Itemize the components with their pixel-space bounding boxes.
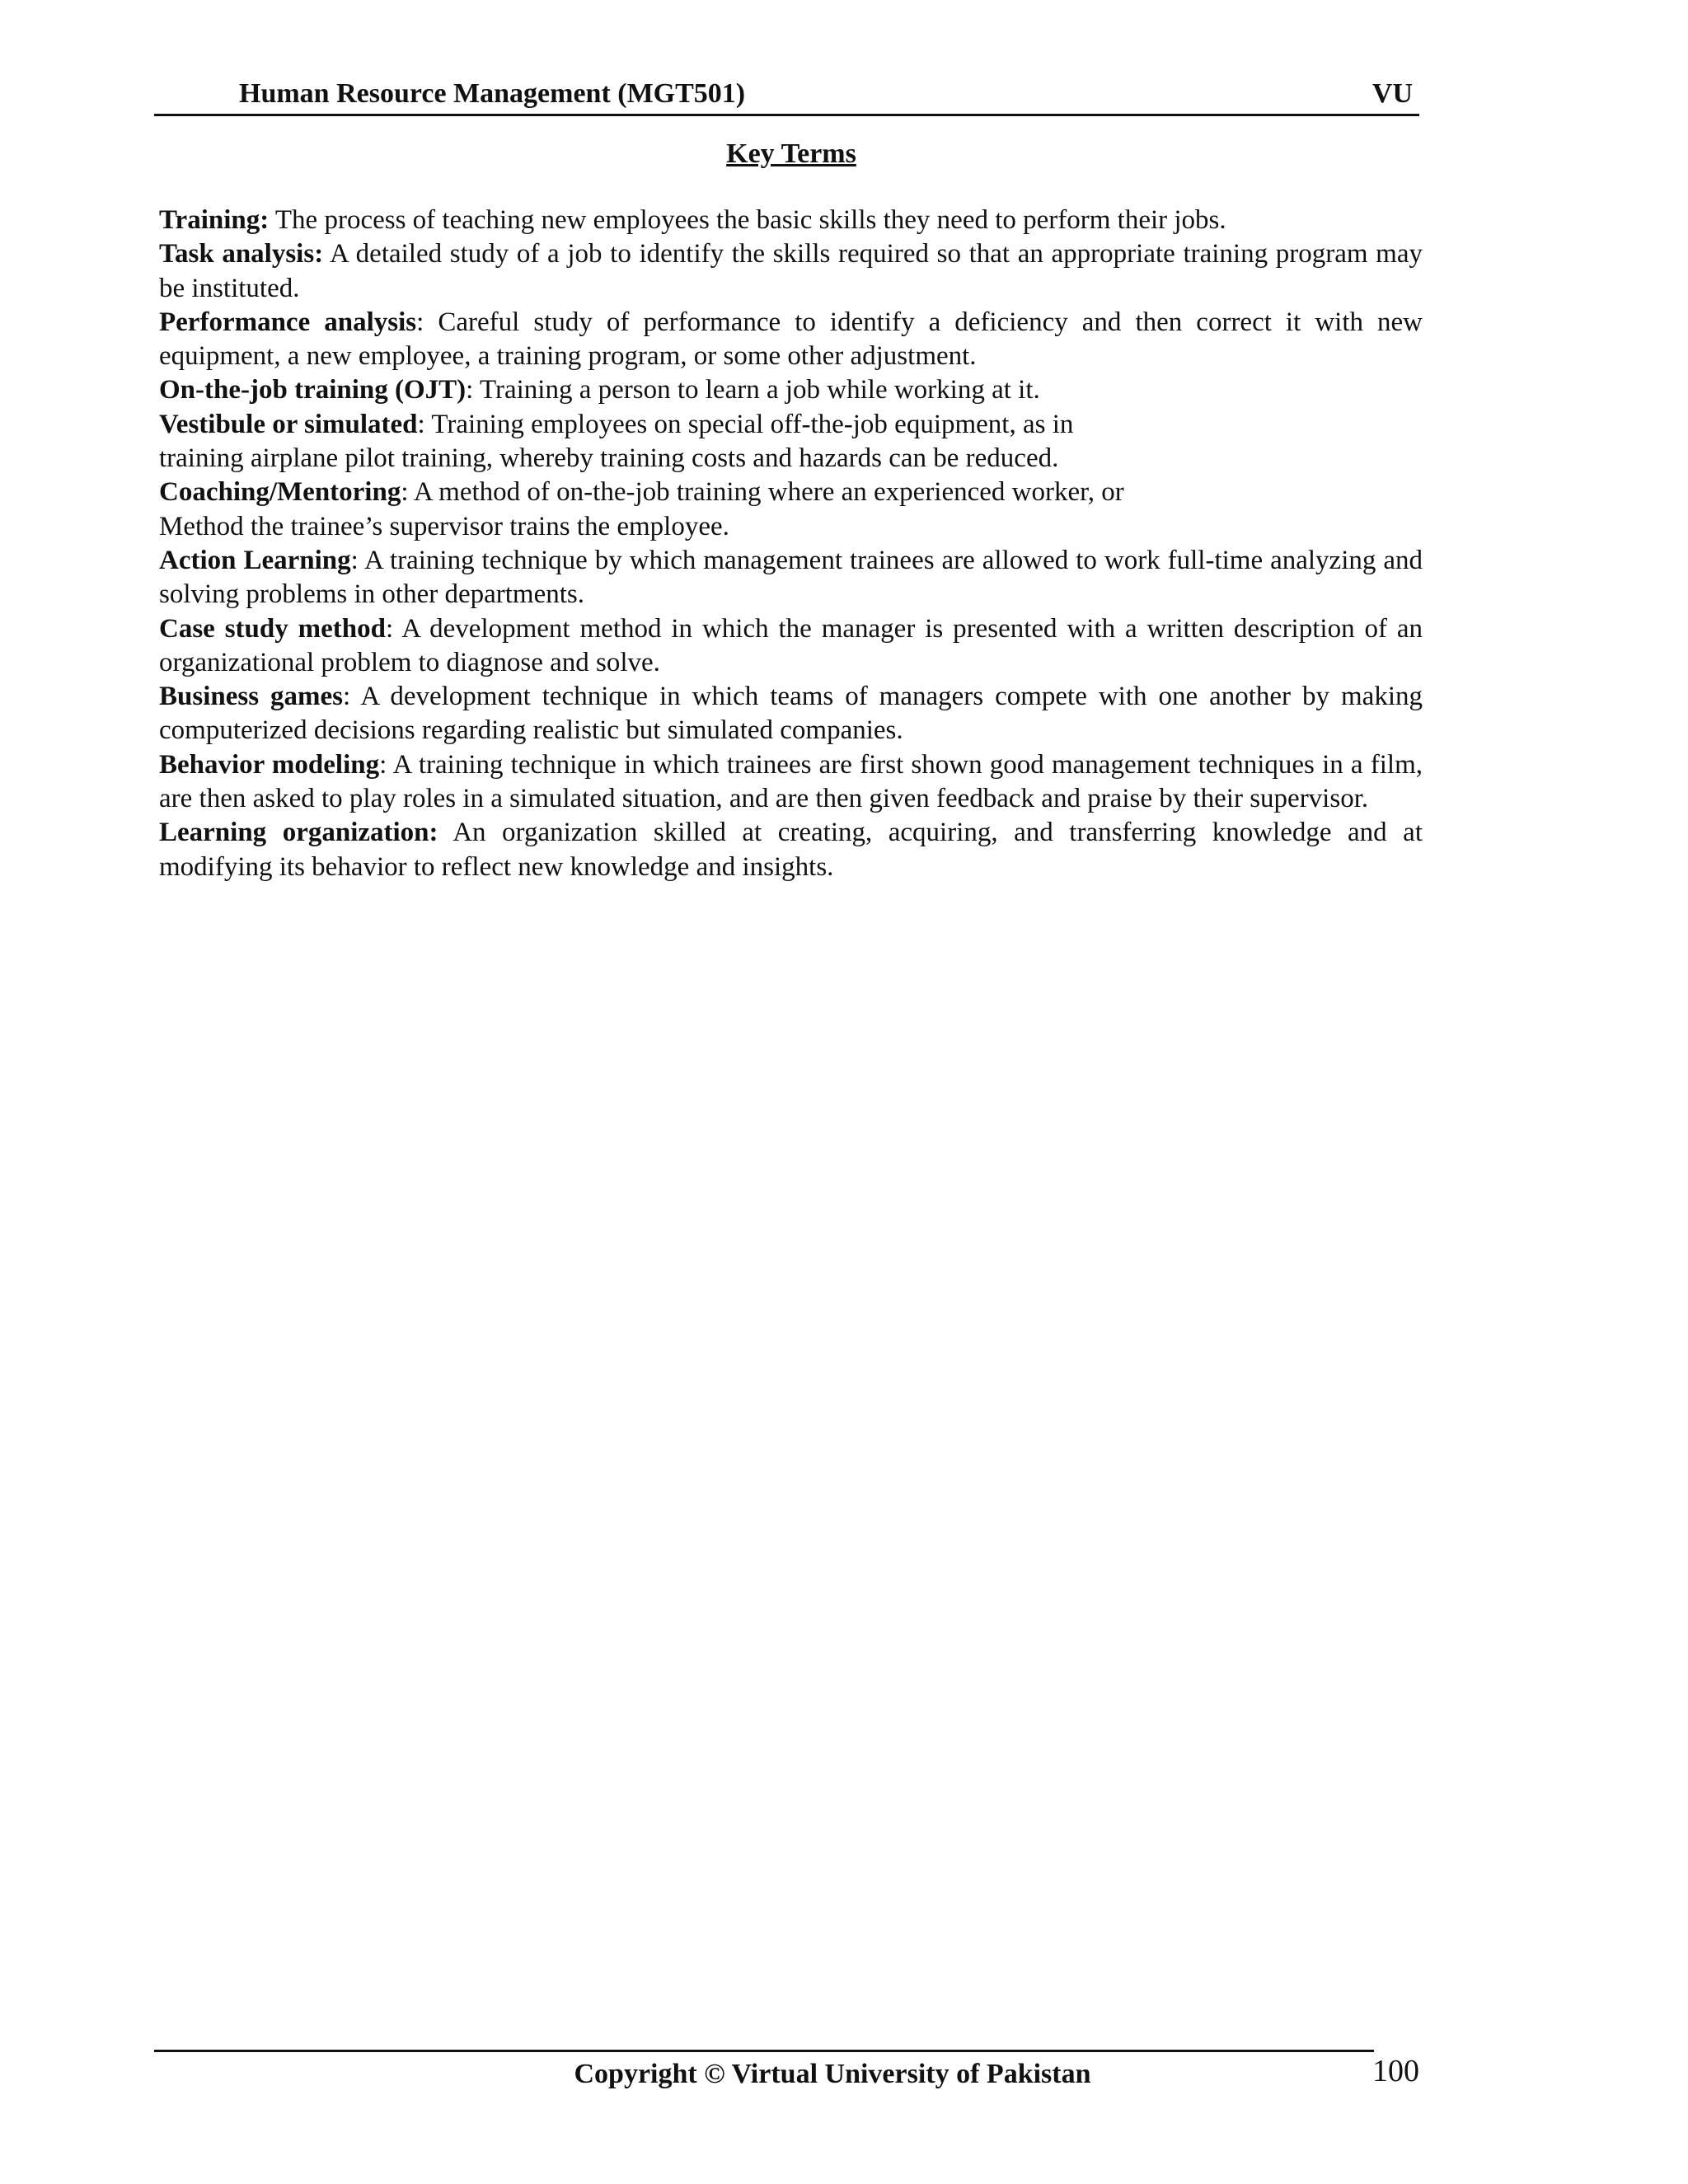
term-definition-continuation: Method the trainee’s supervisor trains the employee. [159, 511, 729, 541]
term-name: Task analysis: [159, 239, 324, 269]
key-terms-list [159, 204, 1423, 884]
institution-abbreviation: VU [1372, 78, 1413, 109]
term-definition: The process of teaching new employees the basic skills they need to perform their jobs. [269, 205, 1226, 235]
term-item [159, 237, 1423, 306]
term-item [159, 748, 1423, 817]
term-name: Action Learning [159, 545, 351, 575]
term-definition: An organization skilled at creating, acquiring, and transferring knowledge and at modifying its behavior to reflect new knowledge and insights. [159, 818, 1423, 882]
term-name: Performance analysis [159, 307, 417, 337]
page-number: 100 [1372, 2054, 1419, 2088]
term-definition: : A training technique in which trainees are first shown good management techniques in a film, are then asked to play roles in a simulated situation, and are then given feedback and praise by their supervisor. [159, 749, 1423, 814]
term-item [159, 306, 1423, 374]
term-name: Case study method [159, 613, 386, 644]
term-item [159, 680, 1423, 748]
term-name: On-the-job training (OJT) [159, 375, 467, 405]
term-name: Learning organization: [159, 818, 438, 848]
course-title: Human Resource Management (MGT501) [239, 78, 746, 109]
term-definition: : Training employees on special off-the-job equipment, as in [417, 409, 1074, 439]
term-definition-continuation: training airplane pilot training, whereby training costs and hazards can be reduced. [159, 443, 1059, 474]
term-name: Coaching/Mentoring [159, 477, 401, 508]
term-name: Business games [159, 682, 344, 712]
term-item [159, 816, 1423, 884]
page-header [154, 76, 1419, 116]
term-definition: : Careful study of performance to identify a deficiency and then correct it with new equipment, a new employee, a training program, or some other adjustment. [159, 307, 1423, 372]
term-item [159, 612, 1423, 681]
section-title: Key Terms [726, 138, 856, 169]
term-item [159, 204, 1423, 237]
term-definition: : A training technique by which management trainees are allowed to work full-time analyzing and solving problems in other departments. [159, 545, 1423, 610]
term-definition: A detailed study of a job to identify the skills required so that an appropriate training program may be instituted. [159, 239, 1423, 303]
term-definition: : A method of on-the-job training where an experienced worker, or [401, 477, 1124, 508]
term-name: Vestibule or simulated [159, 409, 418, 439]
term-item [159, 544, 1423, 612]
term-name: Behavior modeling [159, 749, 380, 780]
term-item [159, 373, 1423, 407]
term-item [159, 476, 1423, 544]
term-definition: : A development method in which the manager is presented with a written description of an organizational problem to diagnose and solve. [159, 613, 1423, 677]
copyright-notice: Copyright © Virtual University of Pakistan [574, 2059, 1091, 2089]
term-definition: : Training a person to learn a job while working at it. [466, 375, 1040, 405]
term-name: Training: [159, 205, 270, 235]
term-item [159, 408, 1423, 476]
term-definition: : A development technique in which teams of managers compete with one another by making computerized decisions regarding realistic but simulated companies. [159, 682, 1423, 746]
footer-divider [154, 2050, 1374, 2052]
